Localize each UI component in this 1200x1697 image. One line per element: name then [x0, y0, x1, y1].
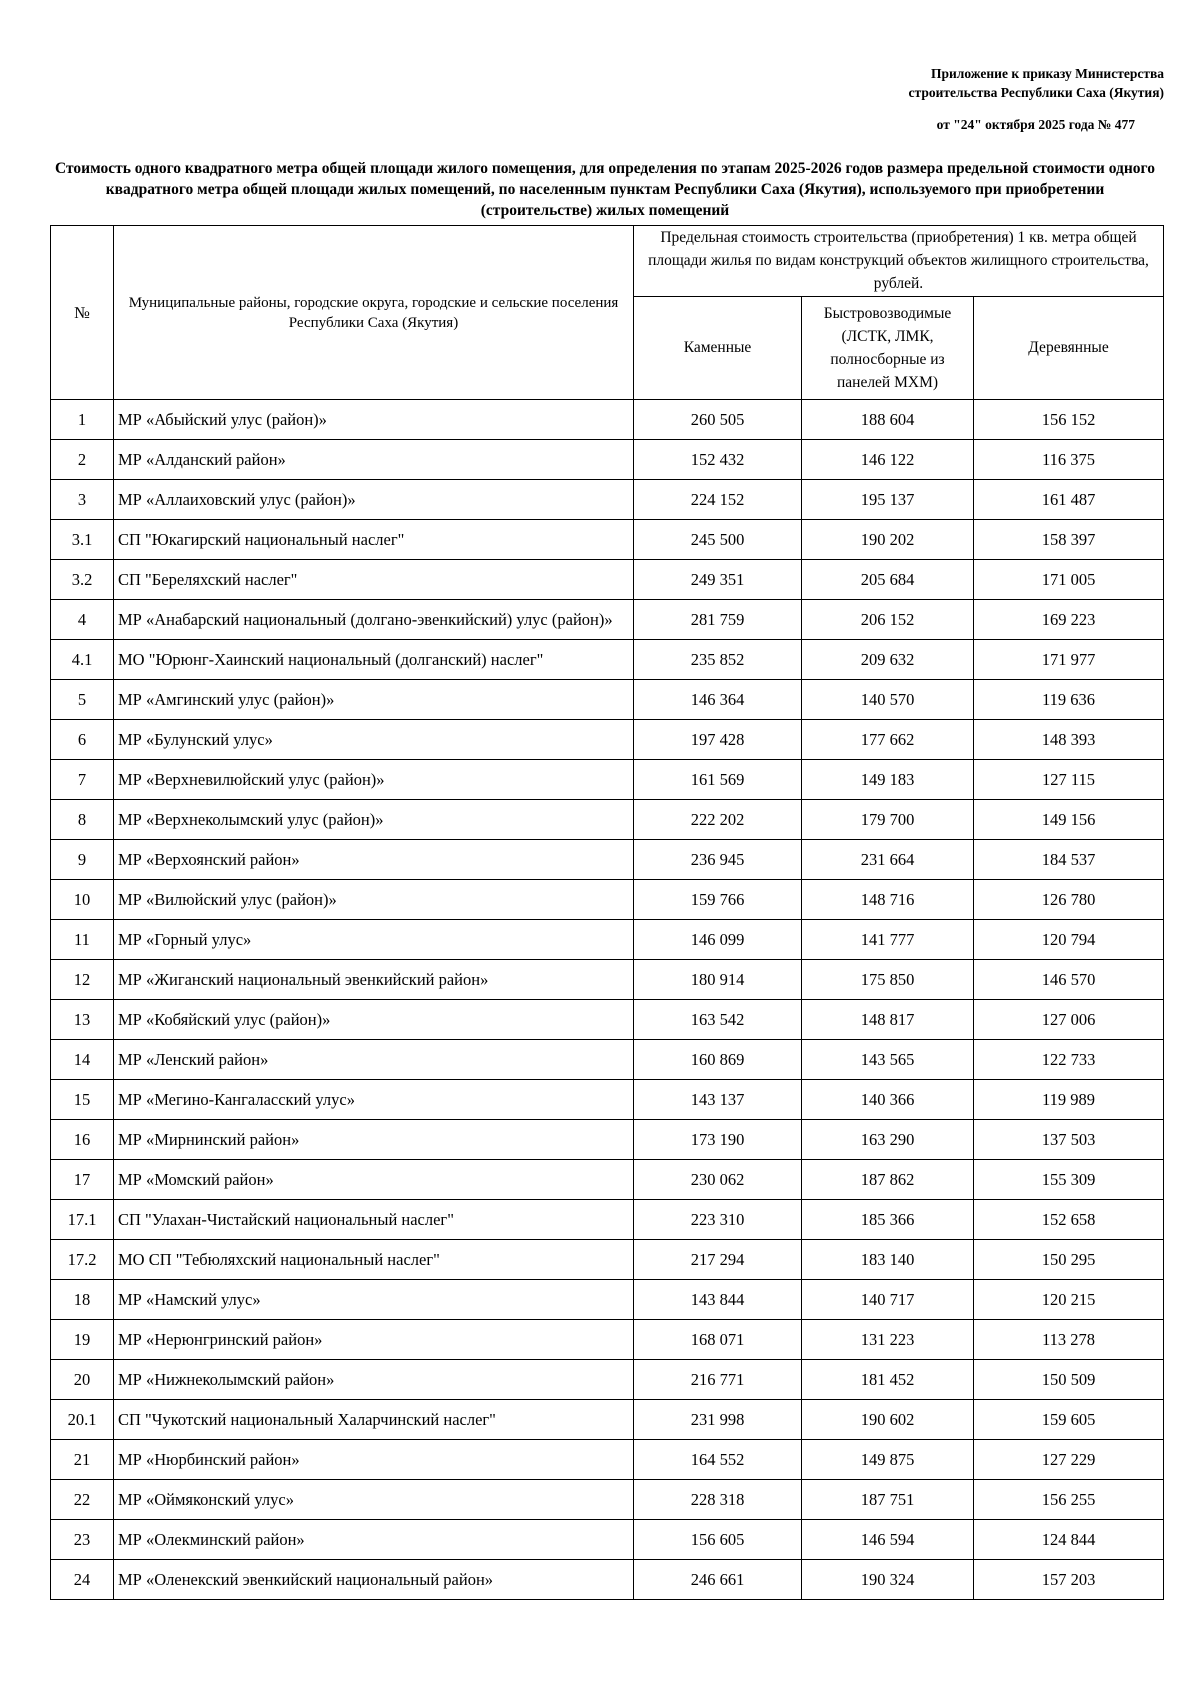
row-stone-cost: 217 294: [634, 1240, 802, 1280]
row-stone-cost: 260 505: [634, 400, 802, 440]
table-row: [51, 880, 1164, 920]
row-wooden-cost: 127 115: [974, 760, 1164, 800]
row-municipality: СП "Улахан-Чистайский национальный наслег": [114, 1200, 634, 1240]
row-wooden-cost: 161 487: [974, 480, 1164, 520]
row-wooden-cost: 146 570: [974, 960, 1164, 1000]
row-fast-built-cost: 188 604: [802, 400, 974, 440]
row-municipality: МР «Алданский район»: [114, 440, 634, 480]
table-row: [51, 960, 1164, 1000]
row-wooden-cost: 127 006: [974, 1000, 1164, 1040]
row-number: 3: [51, 480, 114, 520]
row-fast-built-cost: 190 202: [802, 520, 974, 560]
row-stone-cost: 168 071: [634, 1320, 802, 1360]
row-stone-cost: 281 759: [634, 600, 802, 640]
row-municipality: МР «Верхневилюйский улус (район)»: [114, 760, 634, 800]
row-fast-built-cost: 190 602: [802, 1400, 974, 1440]
table-row: [51, 1520, 1164, 1560]
row-wooden-cost: 159 605: [974, 1400, 1164, 1440]
row-number: 7: [51, 760, 114, 800]
row-number: 24: [51, 1560, 114, 1600]
row-number: 22: [51, 1480, 114, 1520]
row-stone-cost: 159 766: [634, 880, 802, 920]
table-row: [51, 720, 1164, 760]
row-municipality: МР «Абыйский улус (район)»: [114, 400, 634, 440]
row-stone-cost: 156 605: [634, 1520, 802, 1560]
row-wooden-cost: 156 152: [974, 400, 1164, 440]
row-wooden-cost: 150 295: [974, 1240, 1164, 1280]
row-municipality: МР «Мирнинский район»: [114, 1120, 634, 1160]
row-fast-built-cost: 146 594: [802, 1520, 974, 1560]
table-row: [51, 1480, 1164, 1520]
row-fast-built-cost: 187 862: [802, 1160, 974, 1200]
row-fast-built-cost: 185 366: [802, 1200, 974, 1240]
row-wooden-cost: 148 393: [974, 720, 1164, 760]
row-number: 12: [51, 960, 114, 1000]
row-number: 20: [51, 1360, 114, 1400]
table-row: [51, 1200, 1164, 1240]
row-fast-built-cost: 149 183: [802, 760, 974, 800]
row-municipality: МР «Оленекский эвенкийский национальный район»: [114, 1560, 634, 1600]
row-wooden-cost: 120 215: [974, 1280, 1164, 1320]
row-wooden-cost: 127 229: [974, 1440, 1164, 1480]
cost-table: [50, 225, 1164, 1600]
table-row: [51, 560, 1164, 600]
row-number: 20.1: [51, 1400, 114, 1440]
row-municipality: МР «Амгинский улус (район)»: [114, 680, 634, 720]
row-number: 14: [51, 1040, 114, 1080]
appendix-line-1: Приложение к приказу Министерства: [931, 66, 1164, 81]
row-number: 2: [51, 440, 114, 480]
row-stone-cost: 173 190: [634, 1120, 802, 1160]
row-municipality: МО "Юрюнг-Хаинский национальный (долганский) наслег": [114, 640, 634, 680]
row-municipality: МО СП "Тебюляхский национальный наслег": [114, 1240, 634, 1280]
row-stone-cost: 163 542: [634, 1000, 802, 1040]
table-row: [51, 680, 1164, 720]
row-stone-cost: 230 062: [634, 1160, 802, 1200]
row-fast-built-cost: 181 452: [802, 1360, 974, 1400]
row-fast-built-cost: 195 137: [802, 480, 974, 520]
appendix-line-2: строительства Республики Саха (Якутия): [908, 85, 1164, 100]
row-number: 11: [51, 920, 114, 960]
row-fast-built-cost: 206 152: [802, 600, 974, 640]
row-municipality: МР «Момский район»: [114, 1160, 634, 1200]
row-number: 6: [51, 720, 114, 760]
row-municipality: МР «Кобяйский улус (район)»: [114, 1000, 634, 1040]
table-row: [51, 640, 1164, 680]
row-wooden-cost: 113 278: [974, 1320, 1164, 1360]
table-row: [51, 1440, 1164, 1480]
row-stone-cost: 146 364: [634, 680, 802, 720]
row-stone-cost: 246 661: [634, 1560, 802, 1600]
appendix-note: [744, 64, 1164, 102]
row-municipality: МР «Олекминский район»: [114, 1520, 634, 1560]
row-number: 16: [51, 1120, 114, 1160]
row-number: 15: [51, 1080, 114, 1120]
document-title: Стоимость одного квадратного метра общей площади жилого помещения, для определения по этапам 2025-2026 годов размера предельной стоимости одного квадратного метра общей площади жилых помещений, по населенным пунктам Республики Саха (Якутия), используемого при приобретении (строительстве) жилых помещений: [55, 160, 1155, 219]
table-row: [51, 1280, 1164, 1320]
row-stone-cost: 249 351: [634, 560, 802, 600]
row-stone-cost: 222 202: [634, 800, 802, 840]
row-municipality: МР «Анабарский национальный (долгано-эвенкийский) улус (район)»: [114, 600, 634, 640]
row-municipality: СП "Береляхский наслег": [114, 560, 634, 600]
row-stone-cost: 152 432: [634, 440, 802, 480]
row-stone-cost: 224 152: [634, 480, 802, 520]
row-wooden-cost: 119 989: [974, 1080, 1164, 1120]
row-stone-cost: 228 318: [634, 1480, 802, 1520]
row-number: 4: [51, 600, 114, 640]
row-wooden-cost: 120 794: [974, 920, 1164, 960]
row-municipality: МР «Нерюнгринский район»: [114, 1320, 634, 1360]
row-wooden-cost: 126 780: [974, 880, 1164, 920]
row-wooden-cost: 158 397: [974, 520, 1164, 560]
row-wooden-cost: 150 509: [974, 1360, 1164, 1400]
row-number: 17.2: [51, 1240, 114, 1280]
row-wooden-cost: 137 503: [974, 1120, 1164, 1160]
row-municipality: МР «Верхоянский район»: [114, 840, 634, 880]
row-number: 5: [51, 680, 114, 720]
row-number: 8: [51, 800, 114, 840]
row-municipality: МР «Мегино-Кангаласский улус»: [114, 1080, 634, 1120]
row-stone-cost: 245 500: [634, 520, 802, 560]
row-number: 21: [51, 1440, 114, 1480]
header-stone: Каменные: [634, 296, 802, 399]
row-fast-built-cost: 175 850: [802, 960, 974, 1000]
row-municipality: МР «Намский улус»: [114, 1280, 634, 1320]
row-municipality: СП "Юкагирский национальный наслег": [114, 520, 634, 560]
row-fast-built-cost: 231 664: [802, 840, 974, 880]
row-fast-built-cost: 209 632: [802, 640, 974, 680]
row-wooden-cost: 152 658: [974, 1200, 1164, 1240]
row-number: 18: [51, 1280, 114, 1320]
row-stone-cost: 197 428: [634, 720, 802, 760]
table-row: [51, 1240, 1164, 1280]
row-municipality: МР «Нюрбинский район»: [114, 1440, 634, 1480]
row-municipality: МР «Вилюйский улус (район)»: [114, 880, 634, 920]
row-municipality: МР «Оймяконский улус»: [114, 1480, 634, 1520]
table-row: [51, 1000, 1164, 1040]
row-number: 3.2: [51, 560, 114, 600]
header-cost-group: Предельная стоимость строительства (приобретения) 1 кв. метра общей площади жилья по видам конструкций объектов жилищного строительства, рублей.: [634, 226, 1164, 297]
row-fast-built-cost: 146 122: [802, 440, 974, 480]
row-wooden-cost: 149 156: [974, 800, 1164, 840]
row-number: 1: [51, 400, 114, 440]
table-row: [51, 600, 1164, 640]
table-row: [51, 840, 1164, 880]
table-row: [51, 1160, 1164, 1200]
table-row: [51, 1040, 1164, 1080]
row-stone-cost: 236 945: [634, 840, 802, 880]
row-municipality: МР «Нижнеколымский район»: [114, 1360, 634, 1400]
row-wooden-cost: 119 636: [974, 680, 1164, 720]
row-number: 10: [51, 880, 114, 920]
table-row: [51, 800, 1164, 840]
header-municipality: Муниципальные районы, городские округа, городские и сельские поселения Республики Саха (Якутия): [114, 226, 634, 400]
table-row: [51, 1400, 1164, 1440]
table-row: [51, 520, 1164, 560]
table-row: [51, 1080, 1164, 1120]
row-wooden-cost: 124 844: [974, 1520, 1164, 1560]
row-stone-cost: 143 137: [634, 1080, 802, 1120]
row-wooden-cost: 171 005: [974, 560, 1164, 600]
row-number: 17: [51, 1160, 114, 1200]
row-municipality: МР «Верхнеколымский улус (район)»: [114, 800, 634, 840]
row-stone-cost: 164 552: [634, 1440, 802, 1480]
row-fast-built-cost: 187 751: [802, 1480, 974, 1520]
table-row: [51, 1320, 1164, 1360]
table-row: [51, 1120, 1164, 1160]
row-stone-cost: 161 569: [634, 760, 802, 800]
table-row: [51, 480, 1164, 520]
row-stone-cost: 223 310: [634, 1200, 802, 1240]
row-wooden-cost: 122 733: [974, 1040, 1164, 1080]
row-number: 13: [51, 1000, 114, 1040]
row-fast-built-cost: 140 366: [802, 1080, 974, 1120]
row-wooden-cost: 156 255: [974, 1480, 1164, 1520]
order-date-number: от "24" октября 2025 года № 477: [936, 117, 1135, 132]
row-fast-built-cost: 140 717: [802, 1280, 974, 1320]
row-wooden-cost: 157 203: [974, 1560, 1164, 1600]
row-number: 19: [51, 1320, 114, 1360]
row-number: 17.1: [51, 1200, 114, 1240]
row-fast-built-cost: 183 140: [802, 1240, 974, 1280]
row-stone-cost: 180 914: [634, 960, 802, 1000]
row-wooden-cost: 116 375: [974, 440, 1164, 480]
header-fast-built: Быстровозводимые (ЛСТК, ЛМК, полносборные из панелей МХМ): [802, 296, 974, 399]
header-number: №: [51, 226, 114, 400]
row-stone-cost: 216 771: [634, 1360, 802, 1400]
row-fast-built-cost: 148 716: [802, 880, 974, 920]
row-municipality: СП "Чукотский национальный Халарчинский наслег": [114, 1400, 634, 1440]
row-fast-built-cost: 163 290: [802, 1120, 974, 1160]
table-row: [51, 920, 1164, 960]
row-wooden-cost: 184 537: [974, 840, 1164, 880]
row-number: 4.1: [51, 640, 114, 680]
table-row: [51, 400, 1164, 440]
row-stone-cost: 231 998: [634, 1400, 802, 1440]
row-fast-built-cost: 205 684: [802, 560, 974, 600]
row-fast-built-cost: 190 324: [802, 1560, 974, 1600]
row-fast-built-cost: 140 570: [802, 680, 974, 720]
row-fast-built-cost: 148 817: [802, 1000, 974, 1040]
row-stone-cost: 235 852: [634, 640, 802, 680]
row-stone-cost: 143 844: [634, 1280, 802, 1320]
table-header-row: [51, 226, 1164, 297]
row-fast-built-cost: 141 777: [802, 920, 974, 960]
header-wooden: Деревянные: [974, 296, 1164, 399]
table-row: [51, 760, 1164, 800]
row-fast-built-cost: 149 875: [802, 1440, 974, 1480]
row-municipality: МР «Жиганский национальный эвенкийский район»: [114, 960, 634, 1000]
table-row: [51, 1360, 1164, 1400]
row-wooden-cost: 155 309: [974, 1160, 1164, 1200]
row-stone-cost: 160 869: [634, 1040, 802, 1080]
row-fast-built-cost: 179 700: [802, 800, 974, 840]
row-number: 3.1: [51, 520, 114, 560]
table-row: [51, 440, 1164, 480]
row-municipality: МР «Булунский улус»: [114, 720, 634, 760]
row-number: 9: [51, 840, 114, 880]
table-row: [51, 1560, 1164, 1600]
row-municipality: МР «Ленский район»: [114, 1040, 634, 1080]
row-wooden-cost: 171 977: [974, 640, 1164, 680]
row-fast-built-cost: 131 223: [802, 1320, 974, 1360]
row-municipality: МР «Аллаиховский улус (район)»: [114, 480, 634, 520]
row-fast-built-cost: 177 662: [802, 720, 974, 760]
row-stone-cost: 146 099: [634, 920, 802, 960]
row-fast-built-cost: 143 565: [802, 1040, 974, 1080]
row-number: 23: [51, 1520, 114, 1560]
row-municipality: МР «Горный улус»: [114, 920, 634, 960]
row-wooden-cost: 169 223: [974, 600, 1164, 640]
